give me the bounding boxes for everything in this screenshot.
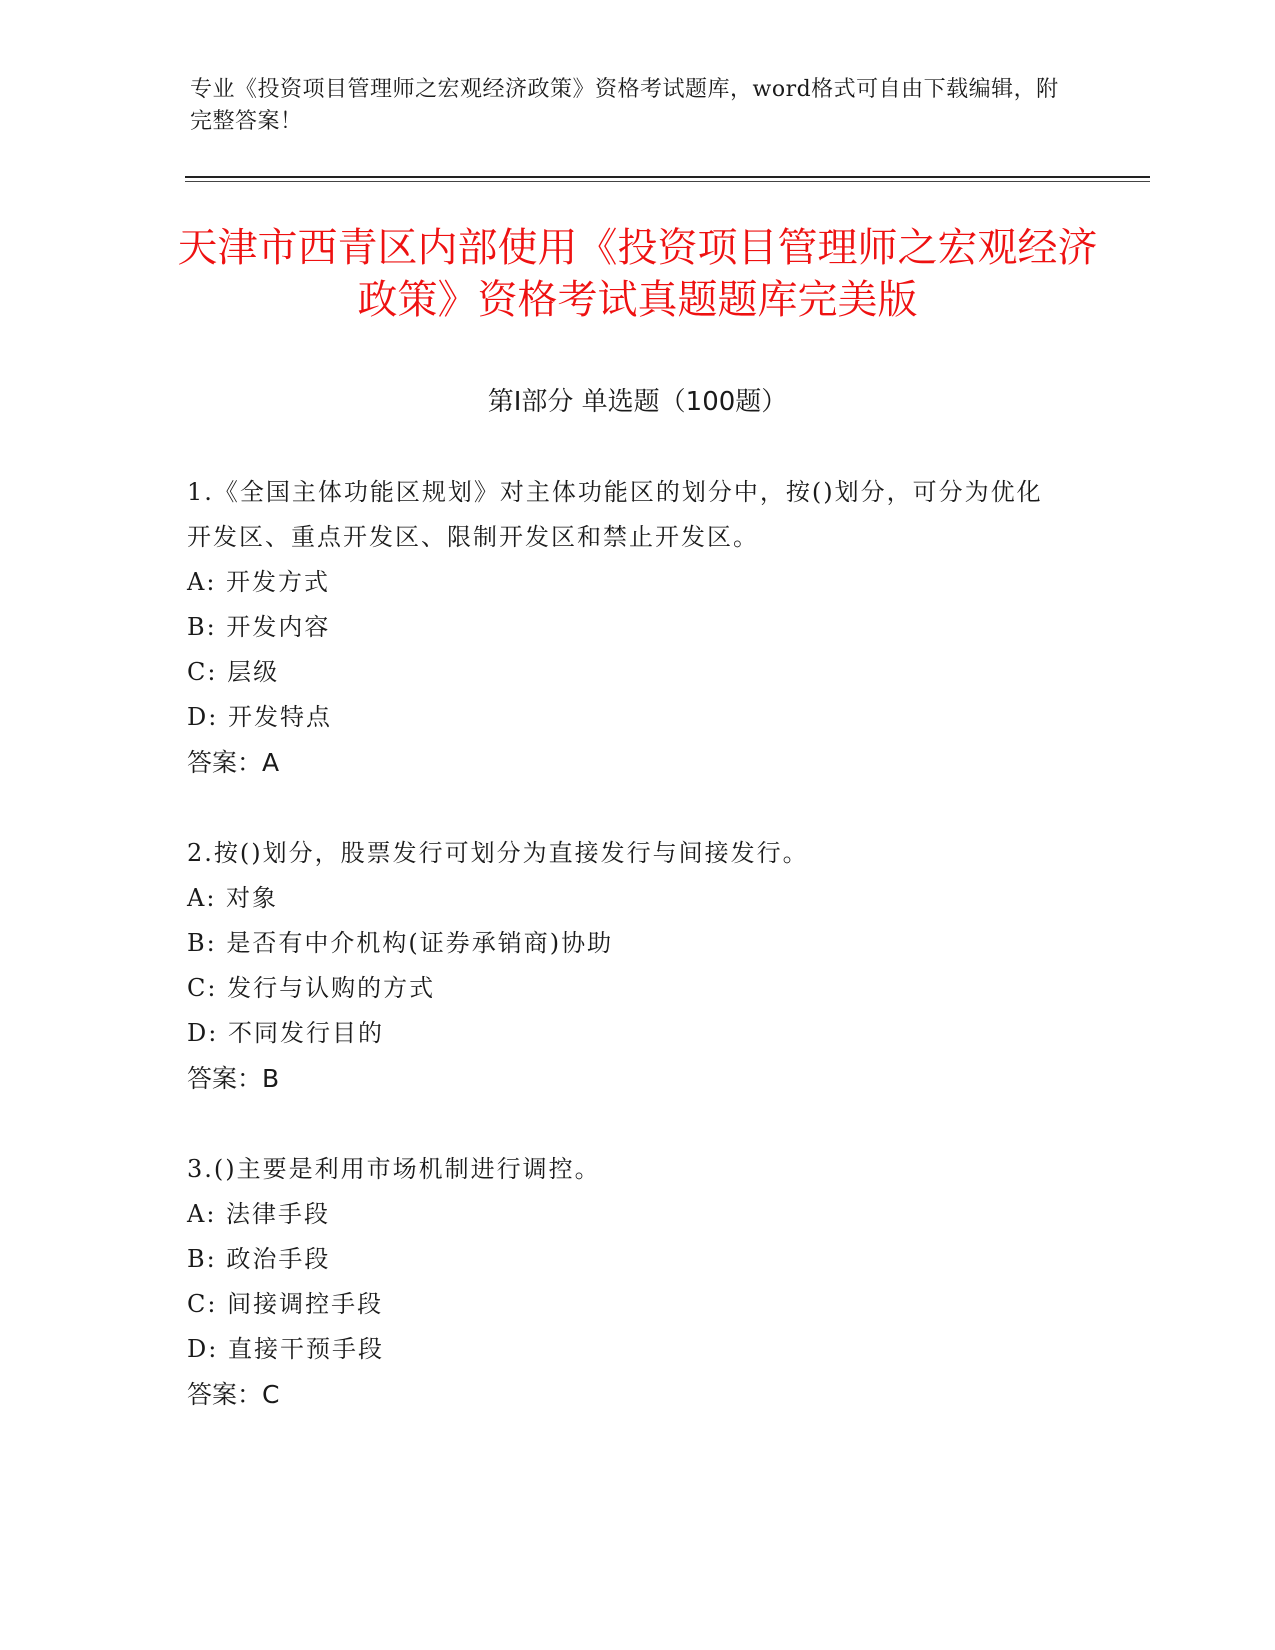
option-d: D: 不同发行目的 (187, 1019, 384, 1047)
question-text: 2.按()划分，股票发行可划分为直接发行与间接发行。 (187, 839, 809, 867)
header-rule-thin (185, 181, 1150, 182)
answer: 答案：C (187, 1380, 280, 1409)
option-a: A: 对象 (187, 884, 279, 912)
header-note: 专业《投资项目管理师之宏观经济政策》资格考试题库，word格式可自由下载编辑，附完整答案！ (190, 77, 1059, 134)
option-c: C: 层级 (187, 658, 280, 686)
option-a: A: 开发方式 (187, 568, 331, 596)
question-text: 3.()主要是利用市场机制进行调控。 (187, 1155, 601, 1183)
option-a: A: 法律手段 (187, 1200, 331, 1228)
header-rule-thick (185, 176, 1150, 178)
option-c: C: 发行与认购的方式 (187, 974, 436, 1002)
option-b: B: 开发内容 (187, 613, 331, 641)
option-d: D: 直接干预手段 (187, 1335, 384, 1363)
answer: 答案：B (187, 1064, 280, 1093)
question-list (187, 470, 1067, 1463)
option-b: B: 政治手段 (187, 1245, 331, 1273)
option-d: D: 开发特点 (187, 703, 332, 731)
option-b: B: 是否有中介机构(证券承销商)协助 (187, 929, 614, 957)
option-c: C: 间接调控手段 (187, 1290, 384, 1318)
document-title: 天津市西青区内部使用《投资项目管理师之宏观经济政策》资格考试真题题库完美版 (177, 225, 1098, 323)
question-1 (187, 470, 1067, 785)
question-text: 1.《全国主体功能区规划》对主体功能区的划分中，按()划分，可分为优化开发区、重点开发区、限制开发区和禁止开发区。 (187, 478, 1043, 551)
question-2 (187, 831, 1067, 1101)
question-3 (187, 1147, 1067, 1417)
section-heading: 第I部分 单选题（100题） (487, 387, 788, 417)
answer: 答案：A (187, 748, 280, 777)
